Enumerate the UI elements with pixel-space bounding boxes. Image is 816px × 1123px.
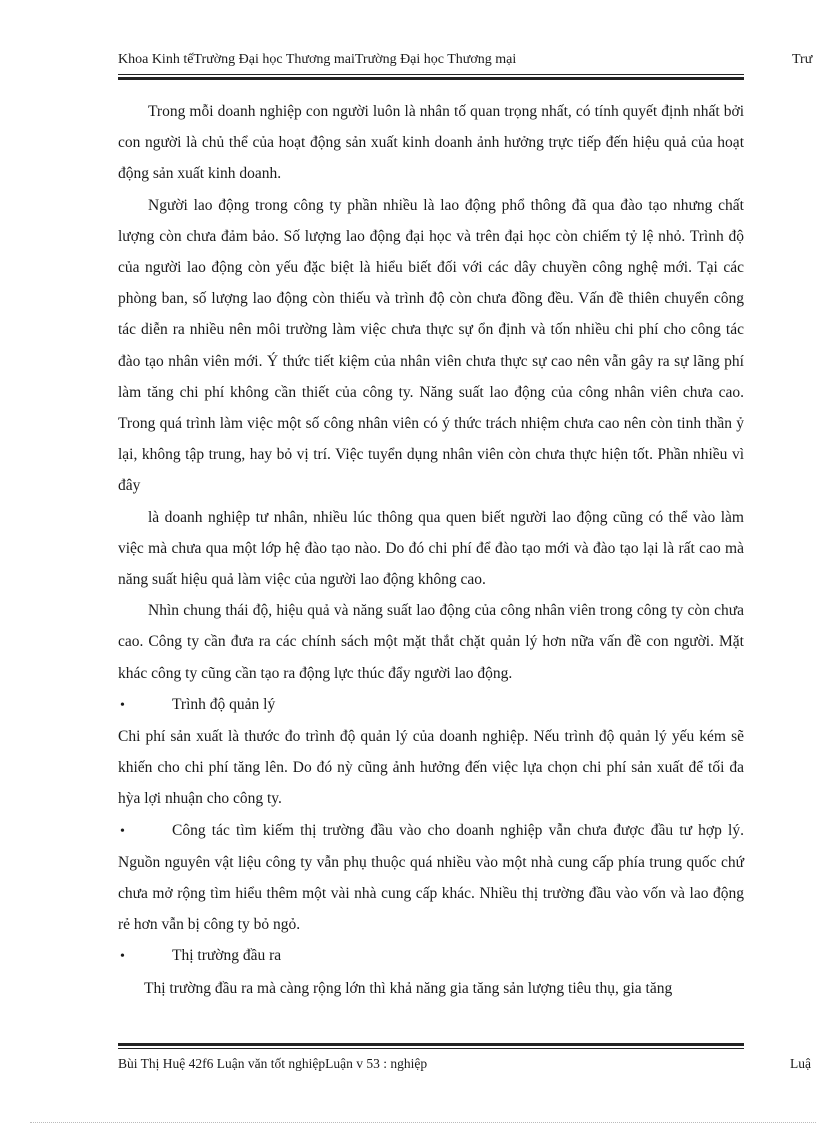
- paragraph: Người lao động trong công ty phần nhiều là lao động phổ thông đã qua đào tạo nhưng chất lượng còn chưa đảm bảo. Số lượng lao động đại học và trên đại học còn chiếm tỷ lệ nhỏ. Trình độ của người lao động còn yếu đặc biệt là hiểu biết đối với các dây chuyền công nghệ mới. Tại các phòng ban, số lượng lao động còn thiếu và trình độ còn chưa đồng đều. Vấn đề thiên chuyển công tác diễn ra nhiều nên môi trường làm việc chưa thực sự ổn định và tốn nhiều chi phí cho công tác đào tạo nhân viên mới. Ý thức tiết kiệm của nhân viên chưa thực sự cao nên vẫn gây ra sự lãng phí làm tăng chi phí không cần thiết của công ty. Năng suất lao động của công nhân viên chưa cao. Trong quá trình làm việc một số công nhân viên có ý thức trách nhiệm chưa cao nên còn tinh thần ỷ lại, không tập trung, hay bỏ vị trí. Việc tuyển dụng nhân viên còn chưa thực hiện tốt. Phần nhiều vì đây: [118, 196, 744, 495]
- bullet-item: [118, 940, 744, 972]
- document-body: [118, 96, 744, 1004]
- bullet-icon: •: [120, 697, 125, 713]
- bullet-text: Công tác tìm kiếm thị trường đầu vào cho doanh nghiệp vẫn chưa được đầu tư hợp lý. Nguồn nguyên vật liệu công ty vẫn phụ thuộc quá nhiều vào một nhà cung cấp phía trung quốc chứ chưa mở rộng tìm hiểu thêm một vài nhà cung cấp khác. Nhiều thị trường đầu vào vốn và lao động rẻ hơn vẫn bị công ty bỏ ngỏ.: [118, 821, 744, 934]
- page-header-title: Khoa Kinh tếTrường Đại học Thương maiTrường Đại học Thương mại: [118, 52, 517, 67]
- footer-rule-thick: [118, 1043, 744, 1046]
- bullet-item: [118, 815, 744, 941]
- bullet-text: Thị trường đầu ra: [172, 947, 282, 965]
- page-footer-truncated: Luậ: [790, 1056, 811, 1071]
- footer-rule-thin: [118, 1048, 744, 1049]
- page-footer: Bùi Thị Huệ 42f6 Luận văn tốt nghiệpLuận v 53 : nghiệp: [118, 1056, 428, 1071]
- paragraph: Chi phí sản xuất là thước đo trình độ quản lý của doanh nghiệp. Nếu trình độ quản lý yếu kém sẽ khiến cho chi phí tăng lên. Do đó nỳ cũng ảnh hưởng đến việc lựa chọn chi phí sản xuất để tối đa hỳa lợi nhuận cho công ty.: [118, 728, 744, 808]
- page-header-truncated: Trư: [792, 52, 813, 67]
- bullet-icon: •: [120, 823, 125, 839]
- paragraph: Nhìn chung thái độ, hiệu quả và năng suất lao động của công nhân viên trong công ty còn chưa cao. Công ty cần đưa ra các chính sách một mặt thắt chặt quản lý hơn nữa vấn đề con người. Mặt khác công ty cũng cần tạo ra động lực thúc đẩy người lao động.: [118, 602, 744, 682]
- paragraph: Thị trường đầu ra mà càng rộng lớn thì khả năng gia tăng sản lượng tiêu thụ, gia tăng: [144, 979, 673, 997]
- header-rule-thick: [118, 77, 744, 80]
- paragraph: Trong mỗi doanh nghiệp con người luôn là nhân tố quan trọng nhất, có tính quyết định nhất bởi con người là chủ thể của hoạt động sản xuất kinh doanh ảnh hưởng trực tiếp đến hiệu quả của hoạt động sản xuất kinh doanh.: [118, 103, 744, 183]
- header-rule-thin: [118, 74, 744, 75]
- bullet-icon: •: [120, 949, 125, 965]
- bullet-item: [118, 689, 744, 721]
- bullet-text: Trình độ quản lý: [172, 695, 276, 713]
- paragraph: là doanh nghiệp tư nhân, nhiều lúc thông qua quen biết người lao động cũng có thể vào làm việc mà chưa qua một lớp hệ đào tạo nào. Do đó chi phí để đào tạo mới và đào tạo lại là rất cao mà năng suất hiệu quả làm việc của người lao động không cao.: [118, 508, 744, 589]
